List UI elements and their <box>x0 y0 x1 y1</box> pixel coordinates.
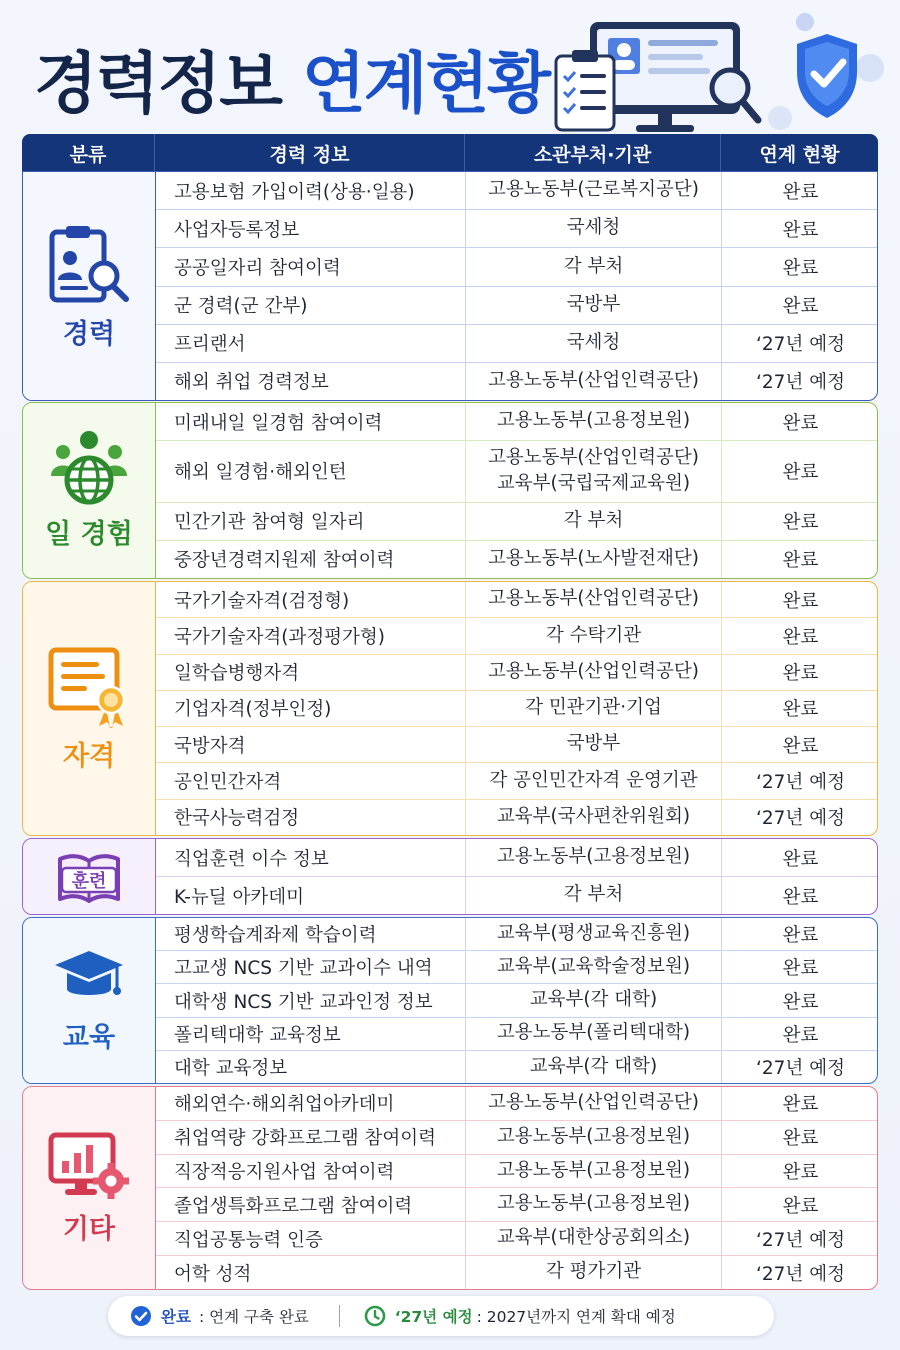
cell-info: 해외연수·해외취업아카데미 <box>156 1087 466 1120</box>
table-row <box>156 582 878 618</box>
cell-info: 국가기술자격(검정형) <box>156 582 466 617</box>
cell-info: 기업자격(정부인정) <box>156 691 466 726</box>
group-certification <box>22 581 878 836</box>
table-row <box>156 618 878 654</box>
header-agency: 소관부처·기관 <box>465 134 721 172</box>
cell-agency <box>466 763 722 798</box>
table-row <box>156 1222 878 1256</box>
cell-status: 완료 <box>782 886 819 908</box>
cell-agency <box>466 541 722 578</box>
agency-text: 교육부(대한상공회의소) <box>496 1227 691 1249</box>
cell-status: 완료 <box>782 550 819 572</box>
cell-agency <box>466 1188 722 1221</box>
cell-info: 해외 취업 경력정보 <box>156 363 466 400</box>
agency-text: 교육부(각 대학) <box>529 989 658 1011</box>
cell-status: 완료 <box>782 257 819 279</box>
cell-agency <box>466 363 722 400</box>
category-cert <box>23 582 156 835</box>
cell-status: 완료 <box>782 991 819 1013</box>
agency-text: 국방부 <box>566 733 621 755</box>
cell-agency <box>466 172 722 209</box>
cell-status: 완료 <box>782 848 819 870</box>
cell-info: 직업공통능력 인증 <box>156 1222 466 1255</box>
agency-text: 고용노동부(산업인력공단) <box>487 660 700 682</box>
category-etc <box>23 1087 156 1289</box>
agency-text: 교육부(각 대학) <box>529 1055 658 1077</box>
category-label: 기타 <box>62 1213 116 1245</box>
hero-illustration <box>550 8 895 136</box>
category-career <box>23 172 156 400</box>
agency-text: 교육부(국사편찬위원회) <box>496 805 691 827</box>
category-label: 일 경험 <box>45 519 133 550</box>
table-row <box>156 839 878 877</box>
agency-text: 각 부처 <box>563 255 624 277</box>
table-row <box>156 403 878 441</box>
open-book-icon <box>56 851 122 903</box>
cell-agency <box>466 655 722 690</box>
cell-agency <box>466 582 722 617</box>
table-row <box>156 800 878 835</box>
cell-info: 졸업생특화프로그램 참여이력 <box>156 1188 466 1221</box>
agency-text: 교육부(국립국제교육원) <box>496 473 691 495</box>
legend-divider <box>339 1305 340 1327</box>
table-row <box>156 1188 878 1222</box>
cell-info: 해외 일경험·해외인턴 <box>156 441 466 501</box>
table-row <box>156 1087 878 1121</box>
cell-info: 공공일자리 참여이력 <box>156 248 466 285</box>
table-row <box>156 727 878 763</box>
cell-status: 완료 <box>782 1195 819 1217</box>
cell-info: 국방자격 <box>156 727 466 762</box>
agency-text: 교육부(교육학술정보원) <box>496 955 691 977</box>
table-row <box>156 691 878 727</box>
legend-done <box>130 1305 309 1327</box>
cell-agency <box>466 503 722 540</box>
cell-agency <box>466 691 722 726</box>
graduation-cap-icon <box>51 947 127 1009</box>
cell-info: 취업역량 강화프로그램 참여이력 <box>156 1121 466 1154</box>
cell-agency <box>466 248 722 285</box>
category-training <box>23 839 156 914</box>
cell-agency <box>466 800 722 835</box>
shield-check-icon <box>797 34 857 118</box>
cell-info: 공인민간자격 <box>156 763 466 798</box>
cell-agency <box>466 877 722 914</box>
cell-info: 대학 교육정보 <box>156 1051 466 1083</box>
agency-text: 각 평가기관 <box>545 1261 642 1283</box>
cell-info: 고용보험 가입이력(상용·일용) <box>156 172 466 209</box>
table-row <box>156 210 878 248</box>
legend-planned <box>364 1305 676 1327</box>
agency-text: 고용노동부(산업인력공단) <box>487 446 700 468</box>
table-row <box>156 363 878 400</box>
legend-planned-term: ‘27년 예정 <box>394 1308 473 1326</box>
table-row <box>156 1155 878 1189</box>
category-label: 교육 <box>62 1022 116 1053</box>
cell-status: 완료 <box>782 626 819 648</box>
agency-text: 교육부(평생교육진흥원) <box>496 922 691 944</box>
category-work <box>23 403 156 578</box>
table-row <box>156 287 878 325</box>
header-category: 분류 <box>22 134 155 172</box>
group-work-experience <box>22 402 878 579</box>
cell-agency <box>466 210 722 247</box>
rows-cert <box>156 582 878 835</box>
cell-status: 완료 <box>782 925 819 947</box>
table-row <box>156 655 878 691</box>
cell-info: 군 경력(군 간부) <box>156 287 466 324</box>
rows-training <box>156 839 878 914</box>
cell-agency <box>466 287 722 324</box>
cell-status: 완료 <box>782 219 819 241</box>
cell-status: 완료 <box>782 1128 819 1150</box>
decor-bubble <box>796 13 814 31</box>
table-row <box>156 1018 878 1051</box>
rows-education <box>156 918 878 1083</box>
agency-text: 고용노동부(산업인력공단) <box>487 588 700 610</box>
checklist-icon <box>556 50 614 130</box>
cell-info: 직장적응지원사업 참여이력 <box>156 1155 466 1188</box>
cell-status: ‘27년 예정 <box>756 1229 845 1251</box>
table-row <box>156 325 878 363</box>
decor-bubble <box>768 106 792 130</box>
cell-status: ‘27년 예정 <box>756 334 845 356</box>
table-row <box>156 984 878 1017</box>
group-career <box>22 171 878 401</box>
table-row <box>156 951 878 984</box>
cell-status: ‘27년 예정 <box>756 372 845 394</box>
cell-status: 완료 <box>782 958 819 980</box>
rows-work <box>156 403 878 578</box>
cell-agency <box>466 1222 722 1255</box>
cell-agency <box>466 1018 722 1050</box>
people-globe-icon <box>49 430 129 506</box>
table-row <box>156 541 878 578</box>
cell-info: 미래내일 일경험 참여이력 <box>156 403 466 440</box>
agency-text: 고용노동부(폴리텍대학) <box>496 1022 691 1044</box>
cell-agency <box>466 951 722 983</box>
cell-status: 완료 <box>782 462 819 484</box>
cell-status: 완료 <box>782 699 819 721</box>
group-education <box>22 917 878 1084</box>
cell-info: 평생학습계좌제 학습이력 <box>156 918 466 950</box>
certificate-ribbon-icon <box>47 644 131 728</box>
cell-agency <box>466 618 722 653</box>
cell-agency <box>466 1121 722 1154</box>
cell-agency <box>466 1051 722 1083</box>
cell-status: 완료 <box>782 181 819 203</box>
table-row <box>156 248 878 286</box>
clipboard-person-search-icon <box>46 222 132 306</box>
data-table <box>22 134 878 172</box>
cell-info: K-뉴딜 아카데미 <box>156 877 466 914</box>
cell-info: 국가기술자격(과정평가형) <box>156 618 466 653</box>
agency-text: 고용노동부(고용정보원) <box>496 1125 691 1147</box>
table-row <box>156 1121 878 1155</box>
group-etc <box>22 1086 878 1290</box>
agency-text: 각 민관기관·기업 <box>525 697 662 719</box>
monitor-chart-gear-icon <box>47 1131 131 1201</box>
cell-agency <box>466 984 722 1016</box>
decor-bubble <box>856 54 884 82</box>
cell-status: 완료 <box>782 512 819 534</box>
cell-status: 완료 <box>782 1094 819 1116</box>
agency-text: 고용노동부(고용정보원) <box>496 1193 691 1215</box>
cell-status: 완료 <box>782 296 819 318</box>
cell-info: 대학생 NCS 기반 교과인정 정보 <box>156 984 466 1016</box>
agency-text: 국방부 <box>566 293 621 315</box>
cell-info: 민간기관 참여형 일자리 <box>156 503 466 540</box>
cell-agency <box>466 1155 722 1188</box>
title-part1: 경력정보 <box>34 45 282 122</box>
legend <box>108 1296 774 1336</box>
table-row <box>156 763 878 799</box>
table-row <box>156 503 878 541</box>
cell-agency <box>466 403 722 440</box>
cell-status: ‘27년 예정 <box>756 1263 845 1285</box>
check-circle-icon <box>130 1305 152 1327</box>
header-info: 경력 정보 <box>155 134 465 172</box>
agency-text: 고용노동부(산업인력공단) <box>487 370 700 392</box>
agency-text: 고용노동부(근로복지공단) <box>487 179 700 201</box>
legend-planned-desc: : 2027년까지 연계 확대 예정 <box>476 1308 676 1326</box>
agency-text: 각 수탁기관 <box>545 624 642 646</box>
category-label: 훈련 <box>71 870 107 892</box>
cell-status: ‘27년 예정 <box>756 1057 845 1079</box>
cell-info: 직업훈련 이수 정보 <box>156 839 466 876</box>
cell-info: 폴리텍대학 교육정보 <box>156 1018 466 1050</box>
cell-agency <box>466 727 722 762</box>
table-row <box>156 172 878 210</box>
cell-agency <box>466 918 722 950</box>
table-row <box>156 1256 878 1289</box>
cell-status: 완료 <box>782 590 819 612</box>
cell-info: 어학 성적 <box>156 1256 466 1289</box>
cell-status: 완료 <box>782 1024 819 1046</box>
agency-text: 각 부처 <box>563 884 624 906</box>
legend-done-term: 완료 <box>161 1308 191 1326</box>
cell-status: 완료 <box>782 735 819 757</box>
agency-text: 고용노동부(노사발전재단) <box>487 547 700 569</box>
cell-status: 완료 <box>782 1162 819 1184</box>
agency-text: 국세청 <box>566 331 621 353</box>
table-row <box>156 918 878 951</box>
cell-agency <box>466 441 722 501</box>
cell-agency <box>466 325 722 362</box>
table-row <box>156 877 878 914</box>
agency-text: 각 공인민간자격 운영기관 <box>489 769 698 791</box>
agency-text: 각 부처 <box>563 509 624 531</box>
cell-agency <box>466 1256 722 1289</box>
cell-info: 사업자등록정보 <box>156 210 466 247</box>
cell-info: 한국사능력검정 <box>156 800 466 835</box>
cell-status: ‘27년 예정 <box>756 772 845 794</box>
agency-text: 고용노동부(고용정보원) <box>496 1159 691 1181</box>
cell-status: 완료 <box>782 663 819 685</box>
cell-info: 프리랜서 <box>156 325 466 362</box>
title-part2: 연계현황 <box>302 45 550 122</box>
cell-info: 일학습병행자격 <box>156 655 466 690</box>
table-header <box>22 134 878 172</box>
group-training <box>22 838 878 915</box>
table-row <box>156 1051 878 1083</box>
header-status: 연계 현황 <box>759 143 840 166</box>
agency-text: 고용노동부(고용정보원) <box>496 846 691 868</box>
cell-info: 중장년경력지원제 참여이력 <box>156 541 466 578</box>
agency-text: 고용노동부(산업인력공단) <box>487 1092 700 1113</box>
rows-career <box>156 172 878 400</box>
cell-info: 고교생 NCS 기반 교과이수 내역 <box>156 951 466 983</box>
agency-text: 국세청 <box>566 217 621 239</box>
legend-done-desc: : 연계 구축 완료 <box>198 1308 309 1326</box>
cell-agency <box>466 839 722 876</box>
table-row <box>156 441 878 502</box>
cell-status: ‘27년 예정 <box>756 808 845 830</box>
agency-text: 고용노동부(고용정보원) <box>496 410 691 432</box>
category-label: 경력 <box>62 318 116 350</box>
cell-agency <box>466 1087 722 1120</box>
rows-etc <box>156 1087 878 1289</box>
clock-icon <box>364 1305 386 1327</box>
category-education <box>23 918 156 1083</box>
cell-status: 완료 <box>782 412 819 434</box>
category-label: 자격 <box>62 741 116 772</box>
page-title <box>34 30 549 125</box>
